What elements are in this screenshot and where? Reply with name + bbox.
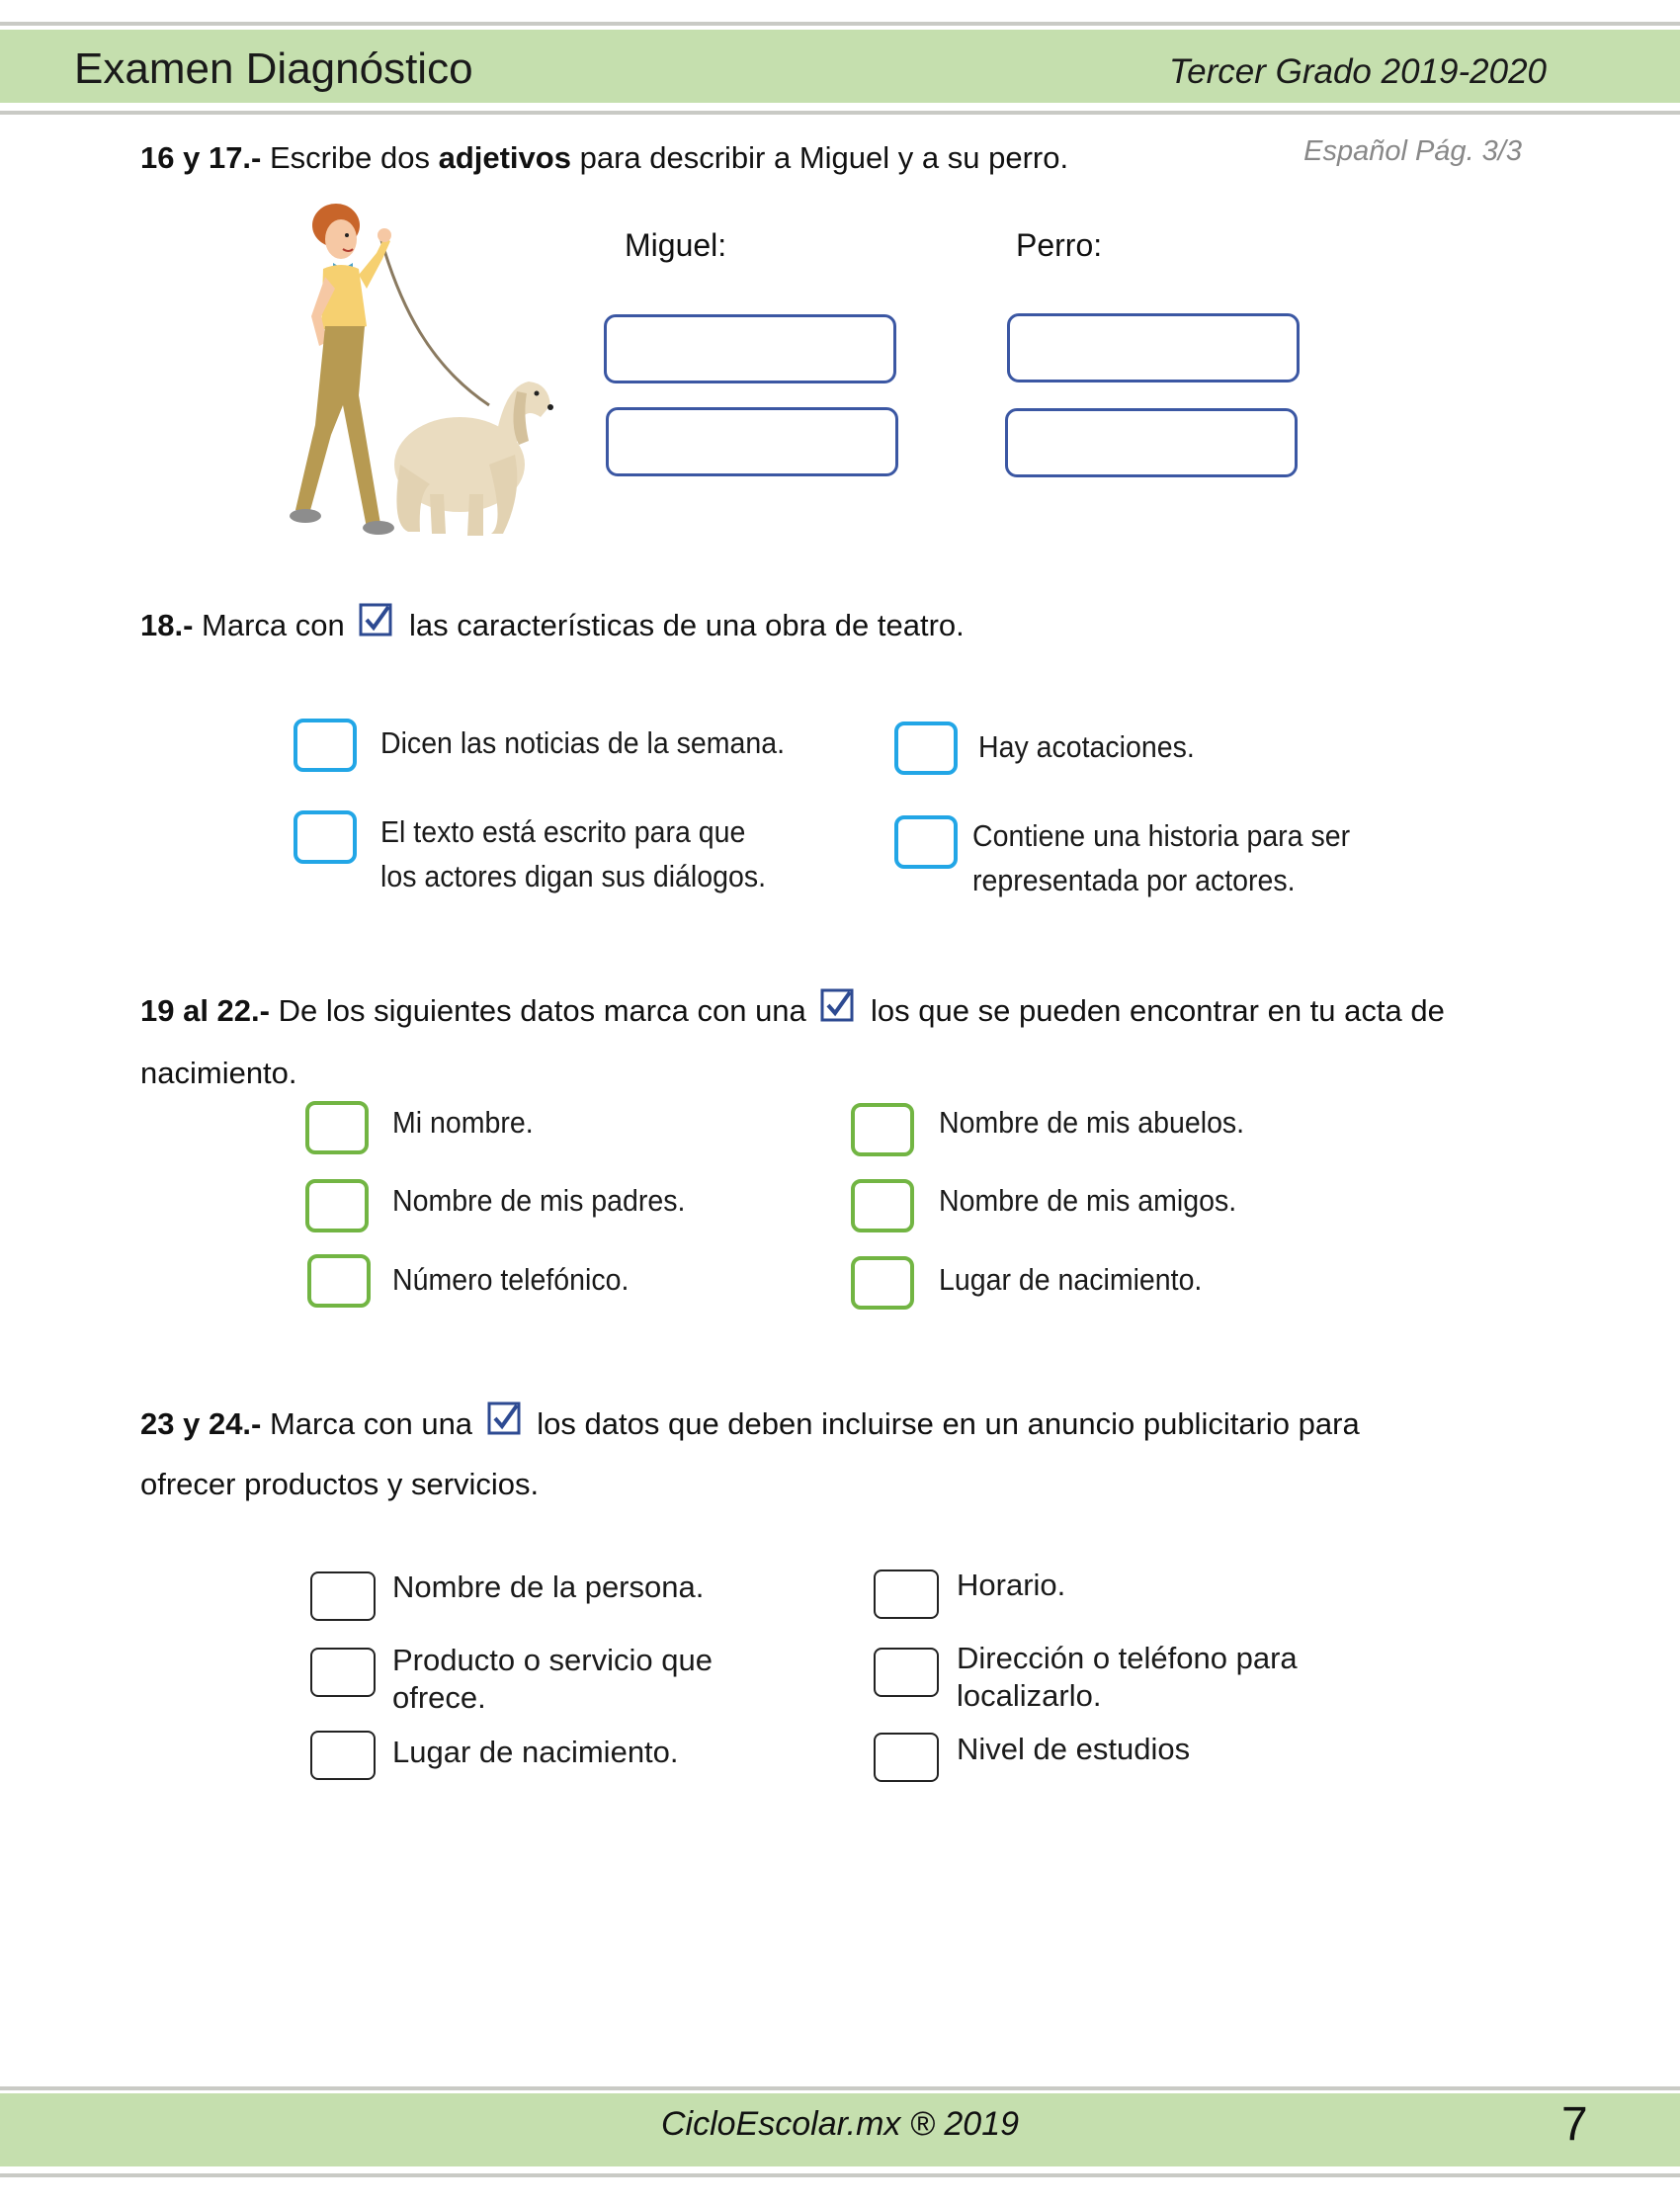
q23-option-3-line1: Producto o servicio que <box>392 1643 713 1677</box>
q19-option-3: Nombre de mis padres. <box>392 1183 686 1218</box>
question-number: 18.- <box>140 608 194 642</box>
q23-option-4-line1: Dirección o teléfono para <box>957 1641 1298 1675</box>
checkbox-checked-icon <box>487 1401 523 1437</box>
keyword: adjetivos <box>438 140 571 175</box>
q23-option-4-line2: localizarlo. <box>957 1678 1102 1713</box>
miguel-adjective-1-field[interactable] <box>604 314 896 383</box>
footer-site: CicloEscolar.mx ® 2019 <box>660 2105 1020 2143</box>
question-19-22: 19 al 22.- De los siguientes datos marca con una los que se pueden encontrar en tu acta de <box>140 988 1445 1029</box>
boy-walking-dog-illustration <box>282 198 558 546</box>
q18-checkbox-2[interactable] <box>894 722 958 775</box>
question-19-22-continued: nacimiento. <box>140 1056 297 1090</box>
question-number: 19 al 22.- <box>140 993 270 1028</box>
page-reference: Español Pág. 3/3 <box>1303 135 1522 167</box>
question-23-24: 23 y 24.- Marca con una los datos que deben incluirse en un anuncio publicitario para <box>140 1401 1360 1442</box>
header-top-rule <box>0 22 1680 26</box>
miguel-adjective-2-field[interactable] <box>606 407 898 476</box>
checkbox-checked-icon <box>359 603 394 638</box>
q23-checkbox-6[interactable] <box>874 1733 939 1782</box>
question-number: 16 y 17.- <box>140 140 262 175</box>
q18-option-2: Hay acotaciones. <box>978 729 1195 764</box>
q18-option-3-line2: los actores digan sus diálogos. <box>380 859 767 893</box>
q19-checkbox-2[interactable] <box>851 1103 914 1156</box>
q19-checkbox-4[interactable] <box>851 1179 914 1232</box>
q19-checkbox-1[interactable] <box>305 1101 369 1154</box>
footer-top-rule <box>0 2086 1680 2090</box>
q18-option-1: Dicen las noticias de la semana. <box>380 725 786 760</box>
page-number: 7 <box>1561 2098 1588 2151</box>
q19-option-5: Número telefónico. <box>392 1262 630 1297</box>
q19-checkbox-5[interactable] <box>307 1254 371 1308</box>
q23-option-2: Horario. <box>957 1568 1066 1602</box>
q18-option-4-line2: representada por actores. <box>972 863 1296 897</box>
q18-checkbox-4[interactable] <box>894 815 958 869</box>
page-title: Examen Diagnóstico <box>74 44 473 93</box>
q23-checkbox-2[interactable] <box>874 1570 939 1619</box>
question-18: 18.- Marca con las características de una obra de teatro. <box>140 603 965 643</box>
q23-option-5: Lugar de nacimiento. <box>392 1735 679 1769</box>
q19-option-1: Mi nombre. <box>392 1105 534 1140</box>
perro-adjective-1-field[interactable] <box>1007 313 1300 382</box>
q18-checkbox-3[interactable] <box>294 810 357 864</box>
label-miguel: Miguel: <box>625 227 727 263</box>
q19-option-4: Nombre de mis amigos. <box>939 1183 1237 1218</box>
perro-adjective-2-field[interactable] <box>1005 408 1298 477</box>
question-23-24-continued: ofrecer productos y servicios. <box>140 1467 540 1501</box>
checkbox-checked-icon <box>820 988 856 1024</box>
label-perro: Perro: <box>1016 227 1103 263</box>
question-number: 23 y 24.- <box>140 1406 262 1441</box>
q19-checkbox-6[interactable] <box>851 1256 914 1310</box>
footer-bottom-rule <box>0 2173 1680 2177</box>
q23-checkbox-3[interactable] <box>310 1648 376 1697</box>
q23-checkbox-5[interactable] <box>310 1731 376 1780</box>
q18-option-3-line1: El texto está escrito para que <box>380 814 746 849</box>
q19-option-6: Lugar de nacimiento. <box>939 1262 1203 1297</box>
q19-checkbox-3[interactable] <box>305 1179 369 1232</box>
q18-option-4-line1: Contiene una historia para ser <box>972 818 1351 853</box>
question-16-17: 16 y 17.- Escribe dos adjetivos para describir a Miguel y a su perro. <box>140 140 1069 175</box>
q23-option-6: Nivel de estudios <box>957 1732 1191 1766</box>
q23-checkbox-1[interactable] <box>310 1571 376 1621</box>
grade-label: Tercer Grado 2019-2020 <box>1168 52 1547 91</box>
q18-checkbox-1[interactable] <box>294 719 357 772</box>
q23-option-1: Nombre de la persona. <box>392 1570 705 1604</box>
q19-option-2: Nombre de mis abuelos. <box>939 1105 1245 1140</box>
q23-checkbox-4[interactable] <box>874 1648 939 1697</box>
q23-option-3-line2: ofrece. <box>392 1680 486 1715</box>
header-bottom-rule <box>0 111 1680 115</box>
